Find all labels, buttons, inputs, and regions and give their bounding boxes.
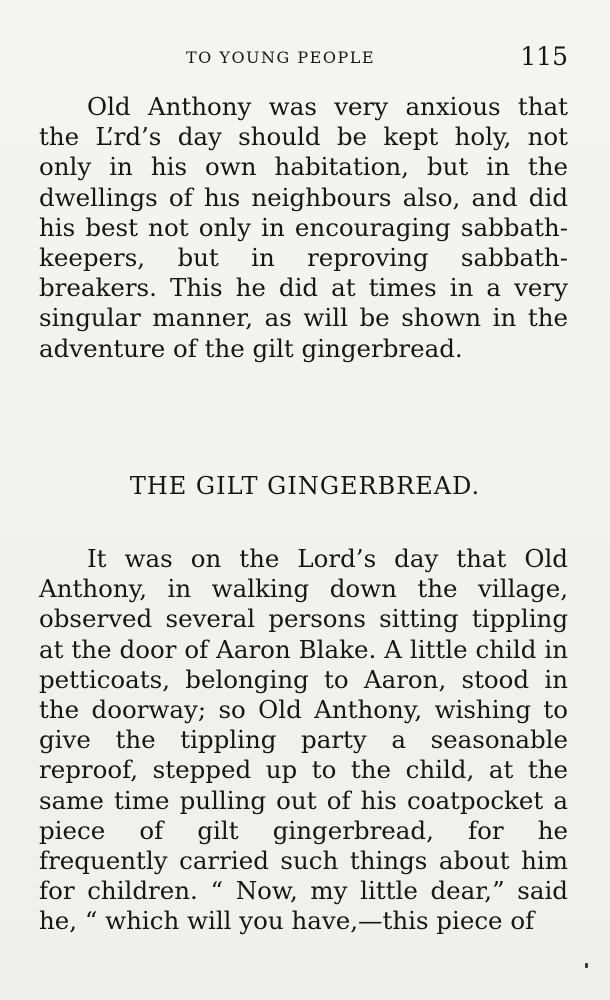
running-title: TO YOUNG PEOPLE (186, 48, 376, 67)
body-paragraph-1 (39, 92, 568, 364)
ink-speck (585, 963, 588, 968)
section-heading: THE GILT GINGERBREAD. (129, 472, 481, 500)
body-paragraph-2 (39, 544, 568, 937)
paragraph-1-text: Old Anthony was very anxious that the L’rd’s day should be kept holy, not only in his own habitation, but in the dwellings of hıs neighbours also, and did his best not only in encouraging sabbath-keepers, but in reproving sabbath-breakers. This he did at times in a very singular manner, as will be shown in the adventure of the gilt gingerbread. (39, 92, 568, 363)
page-header (40, 42, 568, 74)
page-number: 115 (520, 42, 568, 71)
paragraph-2-text: It was on the Lord’s day that Old Anthony, in walking down the village, observed several persons sitting tippling at the door of Aaron Blake. A little child in petticoats, belonging to Aaron, stood in the doorway; so Old Anthony, wishing to give the tippling party a seasonable reproof, stepped up to the child, at the same time pulling out of his coatpocket a piece of gilt gingerbread, for he frequently carried such things about him for children. “ Now, my little dear,” said he, “ which will you have,—this piece of (39, 544, 568, 936)
